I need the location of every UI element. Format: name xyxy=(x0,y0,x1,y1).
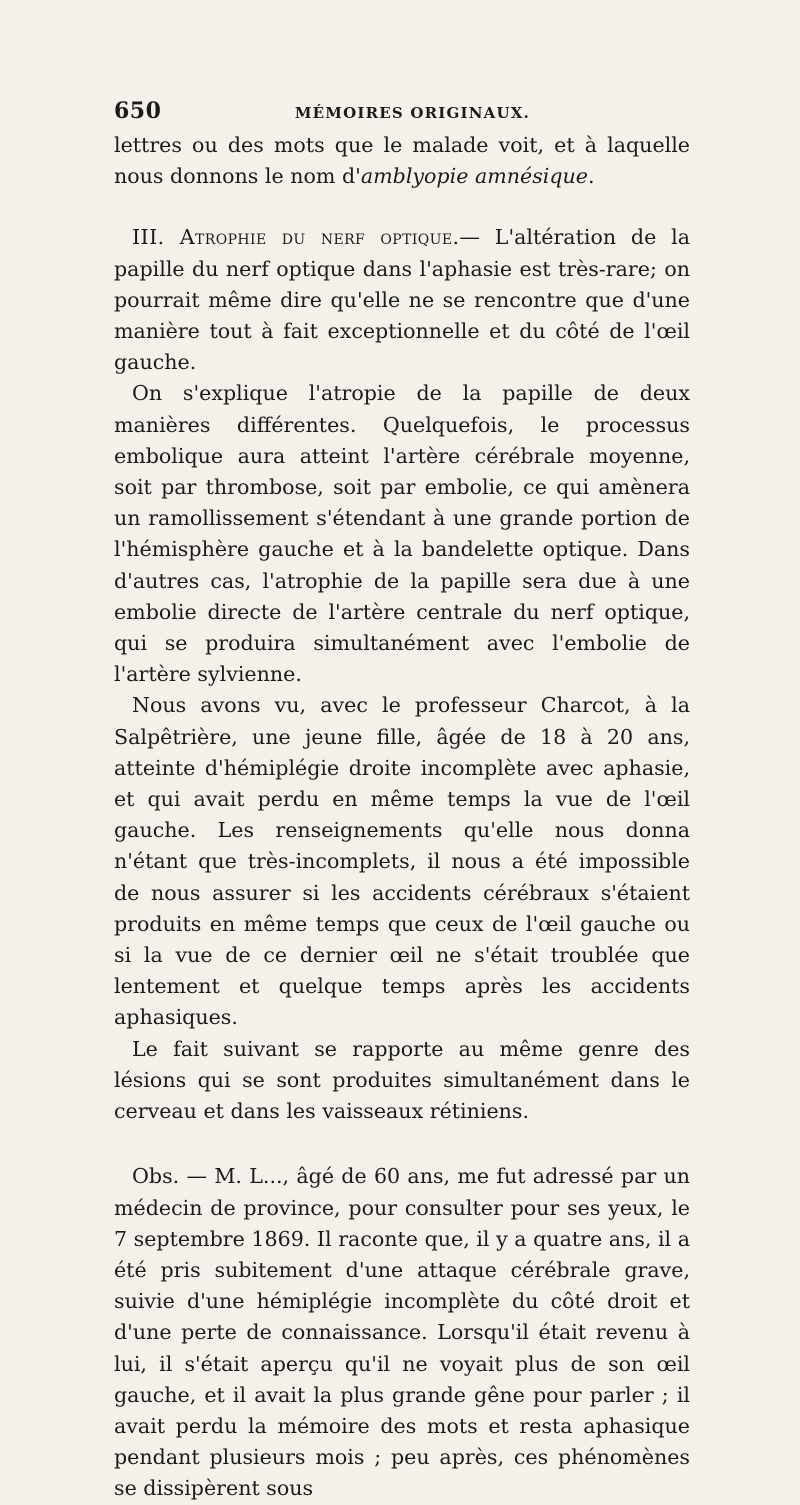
paragraph-continuation xyxy=(114,130,690,192)
paragraph-text: lettres ou des mots que le malade voit, et à laquelle nous donnons le nom d' xyxy=(114,133,690,189)
italic-term: amblyopie amnésique xyxy=(360,164,588,189)
running-title: MÉMOIRES ORIGINAUX. xyxy=(294,104,530,122)
paragraph-text: — L'altération de la papille du nerf optique dans l'aphasie est très-rare; on pourrait même dire qu'elle ne se rencontre que d'une manière tout à fait exceptionnelle et du côté de l'œil gauche. xyxy=(114,225,690,375)
section-heading: III. Atrophie du nerf optique. xyxy=(132,225,460,250)
observation-paragraph: Obs. — M. L..., âgé de 60 ans, me fut adressé par un médecin de province, pour consulter pour ses yeux, le 7 septembre 1869. Il raconte que, il y a quatre ans, il a été pris subitement d'une attaque cérébrale grave, suivie d'une hémiplégie incomplète du côté droit et d'une perte de connaissance. Lorsqu'il était revenu à lui, il s'était aperçu qu'il ne voyait plus de son œil gauche, et il avait la plus grande gêne pour parler ; il avait perdu la mémoire des mots et resta aphasique pendant plusieurs mois ; peu après, ces phénomènes se dissipèrent sous xyxy=(114,1164,690,1501)
paragraph: Nous avons vu, avec le professeur Charcot, à la Salpêtrière, une jeune fille, âgée de 18 à 20 ans, atteinte d'hémiplégie droite incomplète avec aphasie, et qui avait perdu en même temps la vue de l'œil gauche. Les renseignements qu'elle nous donna n'étant que très-incomplets, il nous a été impossible de nous assurer si les accidents cérébraux s'étaient produits en même temps que ceux de l'œil gauche ou si la vue de ce dernier œil ne s'était troublée que lentement et quelque temps après les accidents aphasiques. xyxy=(114,693,690,1030)
running-head xyxy=(114,98,574,124)
body-text xyxy=(114,130,690,1505)
section-paragraph xyxy=(114,222,690,378)
page-number: 650 xyxy=(114,98,162,124)
paragraph-end: . xyxy=(587,164,595,189)
paragraph: Le fait suivant se rapporte au même genre des lésions qui se sont produites simultanément dans le cerveau et dans les vaisseaux rétiniens. xyxy=(114,1036,690,1124)
paragraph: On s'explique l'atropie de la papille de deux manières différentes. Quelquefois, le processus embolique aura atteint l'artère cérébrale moyenne, soit par thrombose, soit par embolie, ce qui amènera un ramollissement s'étendant à une grande portion de l'hémisphère gauche et à la bandelette optique. Dans d'autres cas, l'atrophie de la papille sera due à une embolie directe de l'artère centrale du nerf optique, qui se produira simultanément avec l'embolie de l'artère sylvienne. xyxy=(114,381,690,687)
